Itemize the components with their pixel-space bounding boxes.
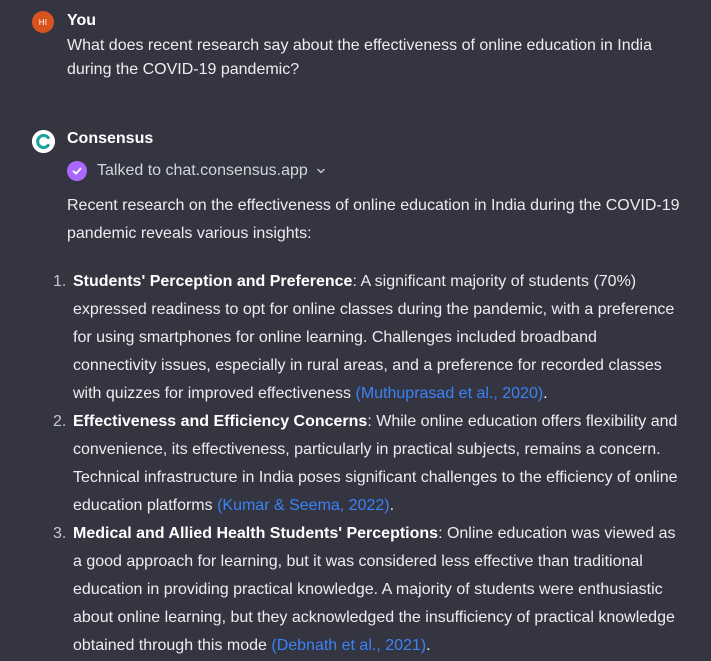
tool-call-label: Talked to chat.consensus.app	[97, 162, 308, 179]
chevron-down-icon	[316, 166, 326, 176]
user-name: You	[67, 12, 97, 29]
check-icon	[67, 161, 87, 181]
list-item-end: .	[543, 385, 548, 402]
citation-link[interactable]: (Muthuprasad et al., 2020)	[355, 385, 544, 402]
list-item	[53, 520, 683, 660]
user-avatar-initials: HI	[38, 17, 48, 27]
list-item-text: : Online education was viewed as a good approach for learning, but it was considered less effective than traditional education in providing practical knowledge. A majority of students were enthusiastic about online learning, but they acknowledged the insufficiency of practical knowledge obtained through this mode	[73, 525, 676, 654]
user-avatar	[32, 11, 54, 33]
list-item-number: 1.	[53, 273, 67, 290]
list-item-title: Effectiveness and Efficiency Concerns	[73, 413, 368, 430]
assistant-name: Consensus	[67, 130, 154, 147]
list-item-text: : A significant majority of students (70%) expressed readiness to opt for online classes during the pandemic, with a preference for using smartphones for online learning. Challenges included broadband connectivity issues, especially in rural areas, and a preference for recorded classes with quizzes for improved effectiveness	[73, 273, 675, 402]
list-item	[53, 268, 683, 408]
citation-link[interactable]: (Kumar & Seema, 2022)	[217, 497, 390, 514]
list-item-title: Students' Perception and Preference	[73, 273, 353, 290]
list-item-title: Medical and Allied Health Students' Perceptions	[73, 525, 439, 542]
list-item-number: 2.	[53, 413, 67, 430]
list-item-end: .	[389, 497, 395, 514]
list-item-end: .	[426, 637, 431, 654]
response-intro: Recent research on the effectiveness of online education in India during the COVID-19 pandemic reveals various insights:	[67, 197, 680, 242]
findings-list	[53, 268, 683, 660]
list-item	[53, 408, 683, 520]
consensus-logo-icon	[32, 130, 55, 153]
user-message-text: What does recent research say about the effectiveness of online education in India during the COVID-19 pandemic?	[67, 37, 652, 78]
tool-call-toggle[interactable]	[67, 159, 326, 183]
citation-link[interactable]: (Debnath et al., 2021)	[271, 637, 427, 654]
list-item-number: 3.	[53, 525, 67, 542]
list-item-text: : While online education offers flexibility and convenience, its effectiveness, particularly in practical subjects, remains a concern. Technical infrastructure in India poses significant challenges to the efficiency of online education platforms	[73, 413, 678, 514]
